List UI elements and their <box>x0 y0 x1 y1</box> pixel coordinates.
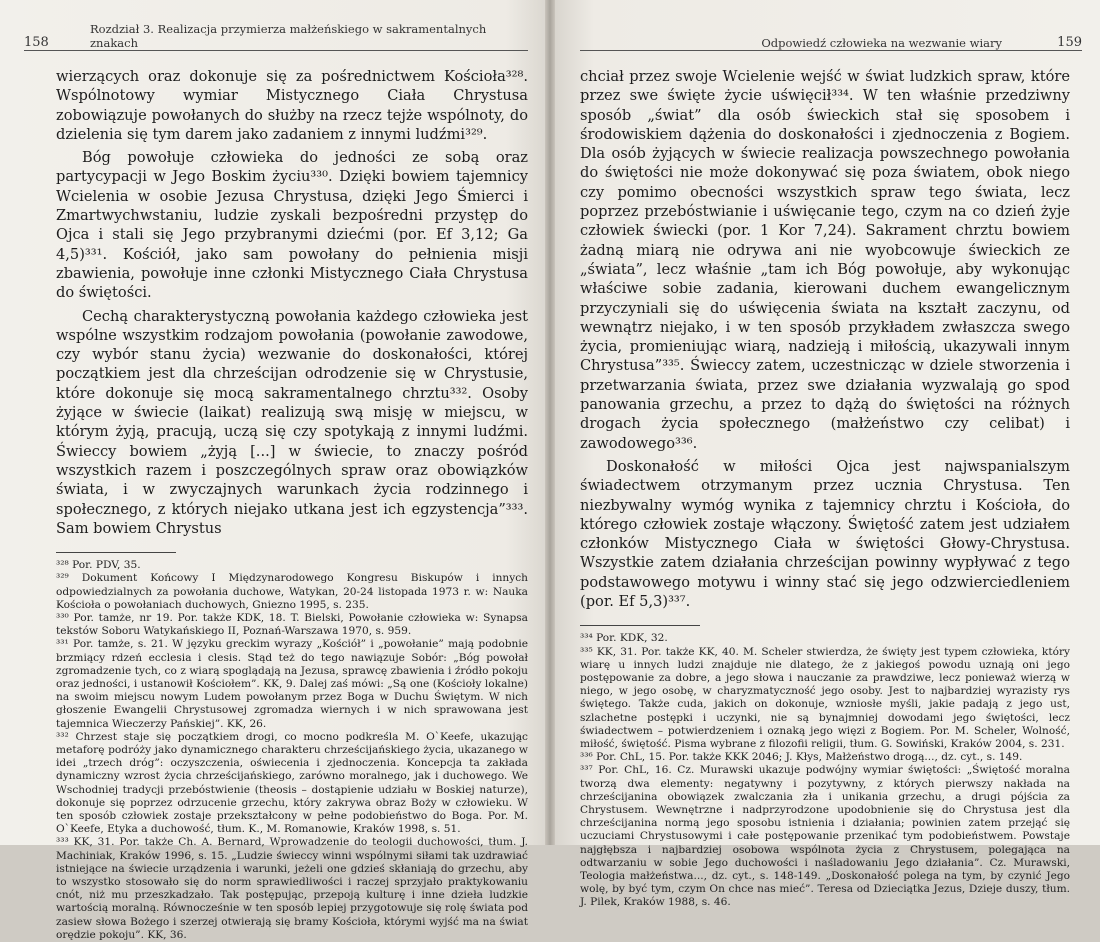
right-page <box>550 0 1100 909</box>
left-paragraph-1: wierzących oraz dokonuje się za pośrednictwem Kościoła³²⁸. Wspólnotowy wymiar Mistycznego Ciała Chrystusa zobowiązuje powołanych do służby na rzecz tejże wspólnoty, do dzielenia się tym darem jako zadaniem z innymi ludźmi³²⁹. <box>56 68 528 143</box>
footnote-335: ³³⁵ KK, 31. Por. także KK, 40. M. Scheler stwierdza, że święty jest typem człowieka, który wiarę u innych ludzi znajduje nie dlatego, że z jakiegoś powodu uznają oni jego postępowanie za dobre, a jego słowa i nauczanie za prawdziwe, lecz ponieważ wierzą w niego, w jego osobę, w charyzmatyczność jego osoby. Jest to najbardziej wyrazisty rys świętego. Także cuda, jakich on dokonuje, wzniosłe myśli, jakie padają z jego ust, szlachetne postępki i uczynki, nie są bynajmniej dowodami jego świętości, lecz świadectwem – potwierdzeniem i oznaką jego więzi z Bogiem. Por. M. Scheler, Wolność, miłość, świętość. Pisma wybrane z filozofii religii, tłum. G. Sowiński, Kraków 2004, s. 231. <box>580 645 1070 750</box>
left-body-text <box>56 67 528 538</box>
right-footnote-rule <box>580 625 700 626</box>
right-paragraph-2: Doskonałość w miłości Ojca jest najwspanialszym świadectwem otrzymanym przez ucznia Chrystusa. Ten niezbywalny wymóg wynika z tajemnicy chrztu i Kościoła, do którego człowiek zostaje włączony. Świętość zatem jest udziałem członków Mistycznego Ciała w świętości Głowy-Chrystusa. Wszystkie zatem działania chrześcijan powinny wypływać z tego podstawowego motywu i winny stać się jego odzwierciedleniem (por. Ef 5,3)³³⁷. <box>580 457 1070 611</box>
left-running-head: Rozdział 3. Realizacja przymierza małżeńskiego w sakramentalnych znakach <box>90 22 487 50</box>
footnote-332: ³³² Chrzest staje się początkiem drogi, co mocno podkreśla M. O`Keefe, ukazując metaforę podróży jako dynamicznego charakteru chrześcijańskiego życia, ukazanego w idei „trzech dróg”: oczyszczenia, oświecenia i zjednoczenia. Koncepcja ta zakłada dynamiczny wzrost życia chrześcijańskiego, zarówno moralnego, jak i duchowego. We Wschodniej tradycji przebóstwienie (theosis – dostąpienie udziału w Boskiej naturze), dokonuje się poprzez odrzucenie grzechu, który zakrywa obraz Boży w człowieku. W ten sposób człowiek zostaje przekształcony w pełne podobieństwo do Boga. Por. M. O`Keefe, Etyka a duchowość, tłum. K., M. Romanowie, Kraków 1998, s. 51. <box>56 730 528 836</box>
footnote-331: ³³¹ Por. tamże, s. 21. W języku greckim wyrazy „Kościół” i „powołanie” mają podobnie brzmiący rdzeń ecclesia i clesis. Stąd też do tego nawiązuje Sobór: „Bóg powołał zgromadzenie tych, co z wiarą spoglądają na Jezusa, sprawcę zbawienia i źródło pokoju oraz jedności, i ustanowił Kościołem”. KK, 9. Dalej zaś mówi: „Są one (Kościoły lokalne) na swoim miejscu nowym Ludem powołanym przez Boga w Duchu Świętym. W nich głoszenie Ewangelii Chrystusowej zgromadza wiernych i w nich sprawowana jest tajemnica Wieczerzy Pańskiej”. KK, 26. <box>56 638 528 730</box>
left-paragraph-3: Cechą charakterystyczną powołania każdego człowieka jest wspólne wszystkim rodzajom powołania (powołanie zawodowe, czy wybór stanu życia) wezwanie do doskonałości, której początkiem jest dla chrześcijan odrodzenie się w Chrystusie, które dokonuje się mocą sakramentalnego chrztu³³². Osoby żyjące w świecie (laikat) realizują swą misję w miejscu, w którym żyją, pracują, uczą się czy spotykają z innymi ludźmi. Świeccy bowiem „żyją [...] w świecie, to znaczy pośród wszystkich razem i poszczególnych spraw oraz obowiązków świata, i w zwyczajnych warunkach życia rodzinnego i społecznego, z których niejako utkana jest ich egzystencja”³³³. Sam bowiem Chrystus <box>56 307 528 537</box>
footnote-329: ³²⁹ Dokument Końcowy I Międzynarodowego Kongresu Biskupów i innych odpowiedzialnych za powołania duchowe, Watykan, 20-24 listopada 1973 r. w: Nauka Kościoła o powołaniach duchowych, Gniezno 1995, s. 235. <box>56 572 528 611</box>
right-page-number: 159 <box>1057 35 1082 50</box>
right-paragraph-1: chciał przez swoje Wcielenie wejść w świat ludzkich spraw, które przez swe święte życie uświęcił³³⁴. W ten właśnie przedziwny sposób „świat” dla osób świeckich stał się sposobem i środowiskiem dążenia do doskonałości i zjednoczenia z Bogiem. Dla osób żyjących w świecie realizacja powszechnego powołania do świętości nie może dokonywać się poza światem, obok niego czy pomimo obecności wszystkich spraw tego świata, lecz poprzez przebóstwianie i uświęcanie tego, czym na co dzień żyje człowiek świecki (por. 1 Kor 7,24). Sakrament chrztu bowiem żadną miarą nie odrywa ani nie wyobcowuje świeckich ze „świata”, lecz właśnie „tam ich Bóg powołuje, aby wykonując właściwe sobie zadania, kierowani duchem ewangelicznym przyczyniali się do uświęcenia świata na kształt zaczynu, od wewnątrz niejako, i w ten sposób przykładem zwłaszcza swego życia, promieniując wiarą, nadzieją i miłością, ukazywali innym Chrystusa”³³⁵. Świeccy zatem, uczestnicząc w dziele stworzenia i przetwarzania świata, przez swe działania wyzwalają go spod panowania grzechu, a przez to dążą do świętości na różnych drogach życia społecznego (małżeństwo czy celibat) i zawodowego³³⁶. <box>580 68 1070 452</box>
footnote-334: ³³⁴ Por. KDK, 32. <box>580 632 668 645</box>
footnote-328: ³²⁸ Por. PDV, 35. <box>56 559 141 572</box>
right-page-header <box>580 28 1082 51</box>
footnote-330: ³³⁰ Por. tamże, nr 19. Por. także KDK, 18. T. Bielski, Powołanie człowieka w: Synapsa tekstów Soboru Watykańskiego II, Poznań-Warszawa 1970, s. 959. <box>56 611 528 638</box>
book-gutter <box>545 0 555 845</box>
footnote-337: ³³⁷ Por. ChL, 16. Cz. Murawski ukazuje podwójny wymiar świętości: „Świętość moralna tworzą dwa elementy: negatywny i pozytywny, z których pierwszy nakłada na chrześcijanina obowiązek zwalczania zła i unikania grzechu, a drugi pójścia za Chrystusem. Wewnętrzne i nadprzyrodzone upodobnienie się do Chrystusa jest dla chrześcijanina normą jego sposobu istnienia i działania; powinien zatem przejąć się uczuciami Chrystusowymi i całe postępowanie przenikać tym podobieństwem. Powstaje najgłębsza i najbardziej osobowa wspólnota życia z Chrystusem, polegająca na odtwarzaniu w sobie Jego duchowości i naśladowaniu Jego działania”. Cz. Murawski, Teologia małżeństwa..., dz. cyt., s. 148-149. „Doskonałość polega na tym, by czynić Jego wolę, by być tym, czym On chce nas mieć”. Teresa od Dzieciątka Jezus, Dzieje duszy, tłum. J. Pilek, Kraków 1988, s. 46. <box>580 764 1070 909</box>
footnote-333: ³³³ KK, 31. Por. także Ch. A. Bernard, Wprowadzenie do teologii duchowości, tłum. J. Machiniak, Kraków 1996, s. 15. „Ludzie świeccy winni wspólnymi siłami tak uzdrawiać istniejące na świecie urządzenia i warunki, jeżeli one gdzieś skłaniają do grzechu, aby to wszystko stosowało się do norm sprawiedliwości i raczej sprzyjało praktykowaniu cnót, niż mu przeszkadzało. Tak postępując, przepoją kulturę i inne dzieła ludzkie wartością moralną. Równocześnie w ten sposób lepiej przygotowuje się rolę świata pod zasiew słowa Bożego i szerzej otwierają się bramy Kościoła, którymi wyjść ma na świat orędzie pokoju”. KK, 36. <box>56 836 528 941</box>
left-page-number: 158 <box>24 35 49 50</box>
right-body-text <box>580 67 1070 611</box>
right-footnotes <box>580 632 1070 909</box>
footnote-336: ³³⁶ Por. ChL, 15. Por. także KKK 2046; J. Kłys, Małżeństwo drogą..., dz. cyt., s. 149. <box>580 751 1023 764</box>
left-page <box>0 0 550 941</box>
left-paragraph-2: Bóg powołuje człowieka do jedności ze sobą oraz partycypacji w Jego Boskim życiu³³⁰. Dzięki bowiem tajemnicy Wcielenia w osobie Jezusa Chrystusa, dzięki Jego Śmierci i Zmartwychwstaniu, ludzie zyskali bezpośredni przystęp do Ojca i stali się Jego przybranymi dziećmi (por. Ef 3,12; Ga 4,5)³³¹. Kościół, jako sam powołany do pełnienia misji zbawienia, powołuje inne członki Mistycznego Ciała Chrystusa do świętości. <box>56 149 528 302</box>
left-footnote-rule <box>56 552 176 553</box>
right-running-head: Odpowiedź człowieka na wezwanie wiary <box>761 36 1002 50</box>
left-page-header <box>24 22 528 51</box>
left-footnotes <box>56 559 528 942</box>
